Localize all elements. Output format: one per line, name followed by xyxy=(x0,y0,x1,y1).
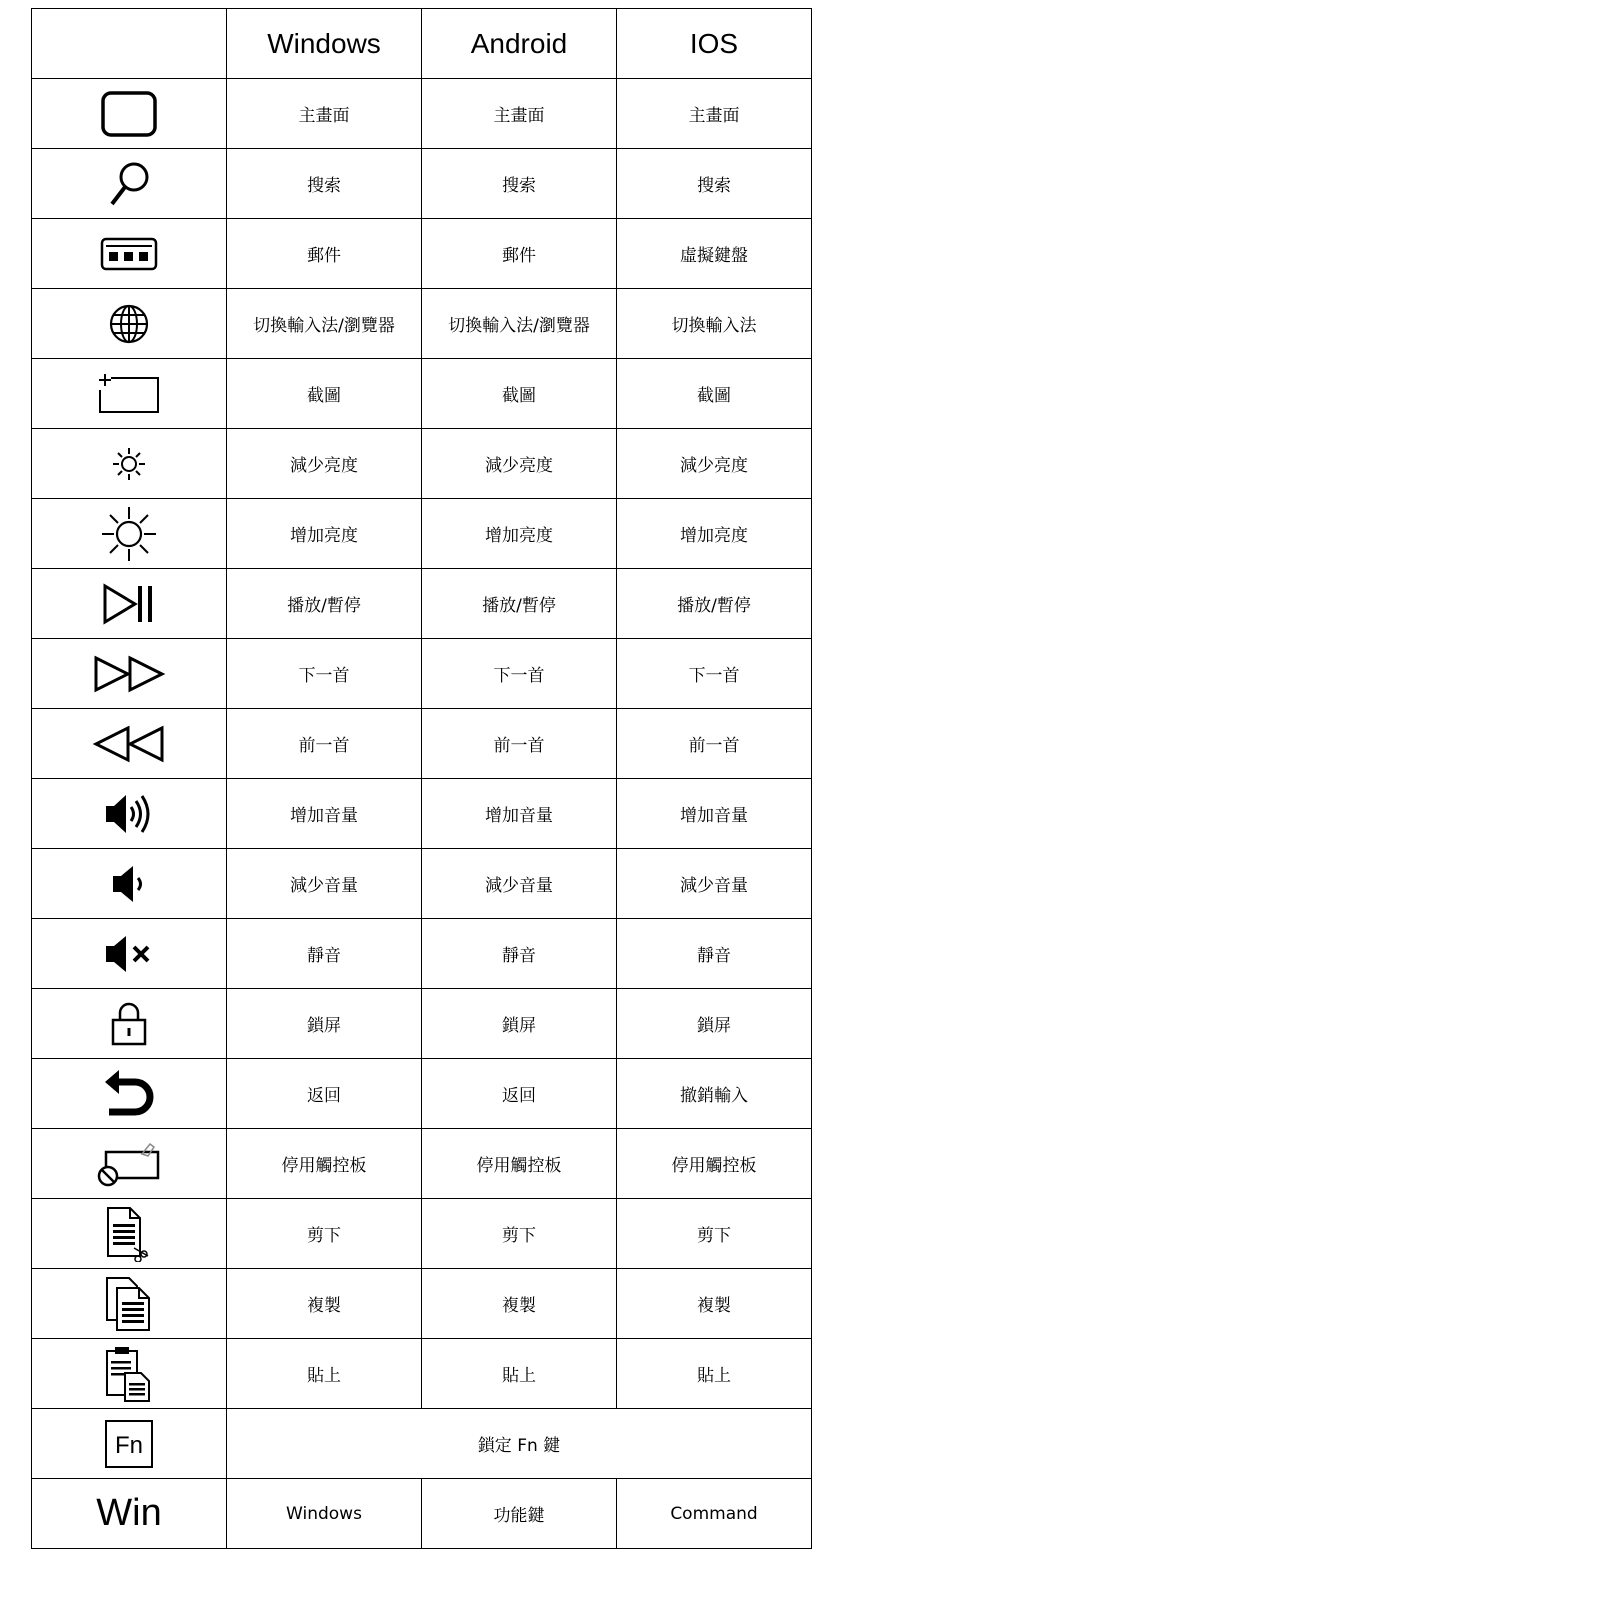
fn-key-label: Fn xyxy=(114,1431,144,1459)
home-square-icon xyxy=(99,89,159,139)
table-row xyxy=(32,1129,812,1199)
windows-cell: 前一首 xyxy=(227,709,422,779)
ios-cell: 下一首 xyxy=(617,639,812,709)
windows-cell: 下一首 xyxy=(227,639,422,709)
ios-cell: Command xyxy=(617,1479,812,1549)
icon-cell xyxy=(32,989,227,1059)
icon-cell xyxy=(32,709,227,779)
ios-cell: 搜索 xyxy=(617,149,812,219)
windows-cell: 主畫面 xyxy=(227,79,422,149)
ios-cell: 播放/暫停 xyxy=(617,569,812,639)
header-windows: Windows xyxy=(227,9,422,79)
windows-cell: 返回 xyxy=(227,1059,422,1129)
fn-row xyxy=(32,1409,812,1479)
icon-cell xyxy=(32,1339,227,1409)
windows-cell: 增加音量 xyxy=(227,779,422,849)
windows-cell: 郵件 xyxy=(227,219,422,289)
table-row xyxy=(32,569,812,639)
android-cell: 靜音 xyxy=(422,919,617,989)
touchpad-disable-icon xyxy=(96,1140,162,1188)
ios-cell: 減少音量 xyxy=(617,849,812,919)
next-track-icon xyxy=(92,654,166,694)
table-row xyxy=(32,1339,812,1409)
android-cell: 切換輸入法/瀏覽器 xyxy=(422,289,617,359)
android-cell: 增加音量 xyxy=(422,779,617,849)
globe-icon xyxy=(106,301,152,347)
windows-cell: 貼上 xyxy=(227,1339,422,1409)
ios-cell: 虛擬鍵盤 xyxy=(617,219,812,289)
icon-cell xyxy=(32,569,227,639)
android-cell: 減少亮度 xyxy=(422,429,617,499)
lock-icon xyxy=(109,1000,149,1048)
ios-cell: 截圖 xyxy=(617,359,812,429)
table-row xyxy=(32,639,812,709)
volume-up-icon xyxy=(102,790,156,838)
icon-cell xyxy=(32,1199,227,1269)
copy-document-icon xyxy=(103,1276,155,1332)
ios-cell: 前一首 xyxy=(617,709,812,779)
ios-cell: 鎖屏 xyxy=(617,989,812,1059)
ios-cell: 靜音 xyxy=(617,919,812,989)
icon-cell xyxy=(32,1409,227,1479)
android-cell: 貼上 xyxy=(422,1339,617,1409)
table-row xyxy=(32,219,812,289)
windows-cell: 複製 xyxy=(227,1269,422,1339)
android-cell: 減少音量 xyxy=(422,849,617,919)
icon-cell xyxy=(32,639,227,709)
table-row xyxy=(32,289,812,359)
windows-cell: 減少亮度 xyxy=(227,429,422,499)
icon-cell xyxy=(32,849,227,919)
icon-cell xyxy=(32,499,227,569)
volume-down-icon xyxy=(109,862,149,906)
table-row xyxy=(32,1199,812,1269)
table-row xyxy=(32,1059,812,1129)
table-row xyxy=(32,429,812,499)
table-row xyxy=(32,499,812,569)
win-row xyxy=(32,1479,812,1549)
windows-cell: 剪下 xyxy=(227,1199,422,1269)
ios-cell: 增加音量 xyxy=(617,779,812,849)
header-ios: IOS xyxy=(617,9,812,79)
brightness-up-icon xyxy=(100,505,158,563)
android-cell: 截圖 xyxy=(422,359,617,429)
icon-cell xyxy=(32,149,227,219)
win-key-label: Win xyxy=(96,1492,162,1534)
icon-cell xyxy=(32,1059,227,1129)
paste-clipboard-icon xyxy=(103,1345,155,1403)
windows-cell: 停用觸控板 xyxy=(227,1129,422,1199)
icon-cell xyxy=(32,779,227,849)
windows-cell: 鎖屏 xyxy=(227,989,422,1059)
windows-cell: 靜音 xyxy=(227,919,422,989)
header-row xyxy=(32,9,812,79)
key-function-table xyxy=(31,8,812,1549)
ios-cell: 增加亮度 xyxy=(617,499,812,569)
android-cell: 主畫面 xyxy=(422,79,617,149)
ios-cell: 剪下 xyxy=(617,1199,812,1269)
table-row xyxy=(32,1269,812,1339)
ios-cell: 主畫面 xyxy=(617,79,812,149)
android-cell: 剪下 xyxy=(422,1199,617,1269)
android-cell: 搜索 xyxy=(422,149,617,219)
android-cell: 下一首 xyxy=(422,639,617,709)
icon-cell xyxy=(32,919,227,989)
windows-cell: 播放/暫停 xyxy=(227,569,422,639)
back-arrow-icon xyxy=(101,1068,157,1120)
cut-document-icon xyxy=(104,1206,154,1262)
ios-cell: 複製 xyxy=(617,1269,812,1339)
ios-cell: 切換輸入法 xyxy=(617,289,812,359)
icon-cell xyxy=(32,429,227,499)
icon-cell xyxy=(32,79,227,149)
icon-cell xyxy=(32,1479,227,1549)
windows-cell: 截圖 xyxy=(227,359,422,429)
windows-cell: 增加亮度 xyxy=(227,499,422,569)
windows-cell: 切換輸入法/瀏覽器 xyxy=(227,289,422,359)
windows-cell: Windows xyxy=(227,1479,422,1549)
brightness-down-icon xyxy=(109,444,149,484)
play-pause-icon xyxy=(101,582,157,626)
android-cell: 播放/暫停 xyxy=(422,569,617,639)
ios-cell: 貼上 xyxy=(617,1339,812,1409)
icon-cell xyxy=(32,1269,227,1339)
table-row xyxy=(32,849,812,919)
ios-cell: 減少亮度 xyxy=(617,429,812,499)
windows-cell: 搜索 xyxy=(227,149,422,219)
table-row xyxy=(32,79,812,149)
ios-cell: 停用觸控板 xyxy=(617,1129,812,1199)
icon-cell xyxy=(32,289,227,359)
previous-track-icon xyxy=(92,724,166,764)
search-icon xyxy=(104,159,154,209)
windows-cell: 減少音量 xyxy=(227,849,422,919)
android-cell: 鎖屏 xyxy=(422,989,617,1059)
table-row xyxy=(32,919,812,989)
android-cell: 前一首 xyxy=(422,709,617,779)
android-cell: 郵件 xyxy=(422,219,617,289)
keyboard-icon xyxy=(99,234,159,274)
fn-key-icon xyxy=(104,1419,154,1469)
icon-cell xyxy=(32,219,227,289)
icon-cell xyxy=(32,1129,227,1199)
table-row xyxy=(32,149,812,219)
android-cell: 返回 xyxy=(422,1059,617,1129)
icon-cell xyxy=(32,359,227,429)
ios-cell: 撤銷輸入 xyxy=(617,1059,812,1129)
android-cell: 功能鍵 xyxy=(422,1479,617,1549)
android-cell: 複製 xyxy=(422,1269,617,1339)
fn-lock-cell: 鎖定 Fn 鍵 xyxy=(227,1409,812,1479)
table-row xyxy=(32,709,812,779)
mute-icon xyxy=(102,932,156,976)
screenshot-icon xyxy=(97,372,161,416)
android-cell: 停用觸控板 xyxy=(422,1129,617,1199)
table-row xyxy=(32,359,812,429)
table-row xyxy=(32,989,812,1059)
header-corner xyxy=(32,9,227,79)
header-android: Android xyxy=(422,9,617,79)
android-cell: 增加亮度 xyxy=(422,499,617,569)
table-row xyxy=(32,779,812,849)
